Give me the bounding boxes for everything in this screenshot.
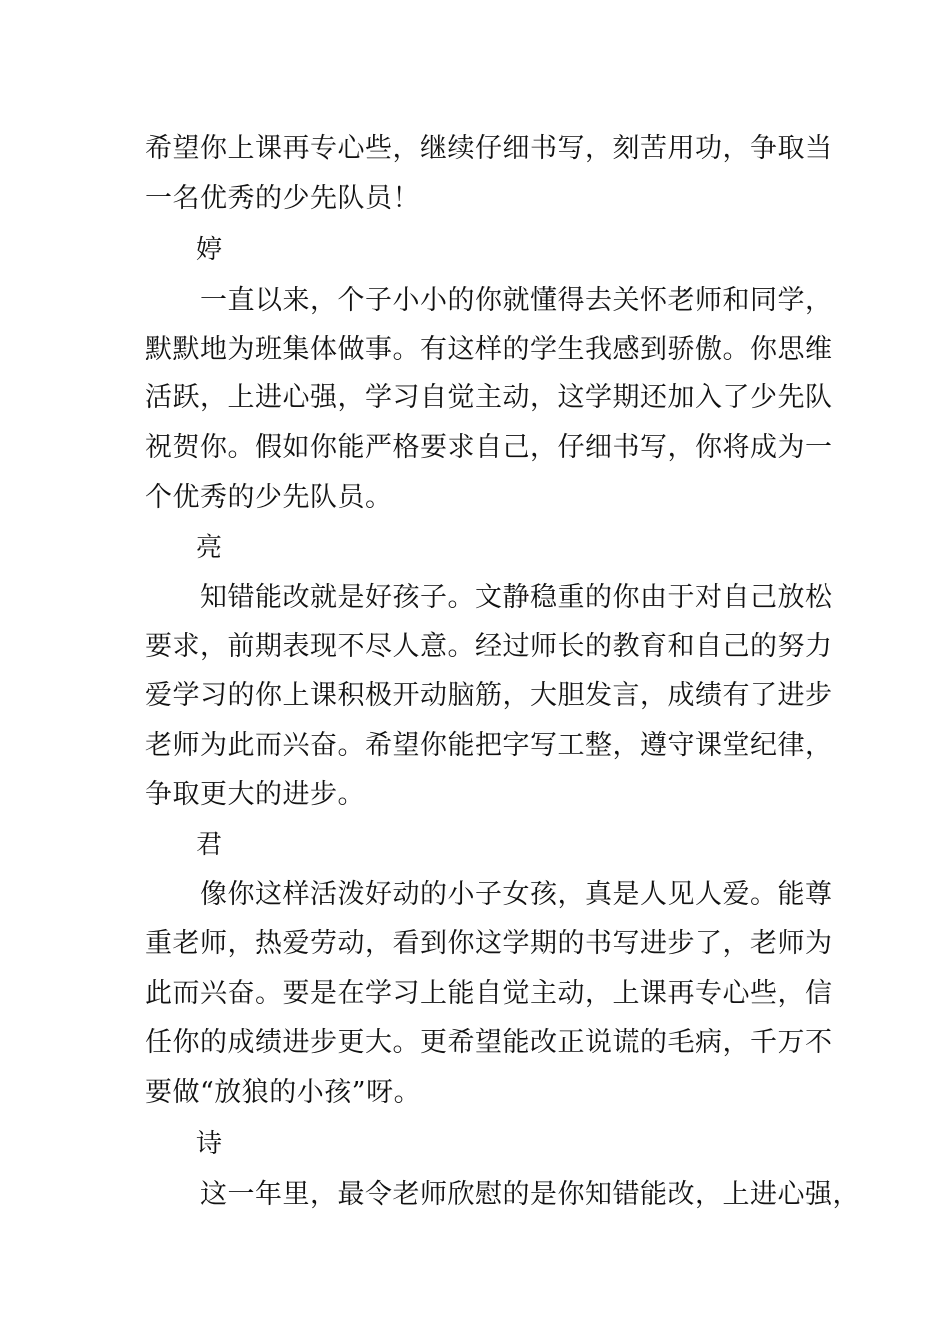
- student-name: 婷: [196, 235, 223, 265]
- paragraph-line: 个优秀的少先队员。: [145, 482, 393, 513]
- paragraph-line: 老师为此而兴奋。希望你能把字写工整，遵守课堂纪律，: [145, 730, 833, 761]
- paragraph-line: 爱学习的你上课积极开动脑筋，大胆发言，成绩有了进步: [145, 680, 833, 711]
- paragraph-line: 祝贺你。假如你能严格要求自己，仔细书写，你将成为一: [145, 432, 833, 463]
- paragraph-line: 希望你上课再专心些，继续仔细书写，刻苦用功，争取当: [145, 133, 833, 164]
- student-name: 诗: [196, 1129, 223, 1159]
- paragraph-line: 一名优秀的少先队员！: [145, 183, 420, 214]
- paragraph-line: 此而兴奋。要是在学习上能自觉主动，上课再专心些，信: [145, 978, 833, 1009]
- paragraph-line: 重老师，热爱劳动，看到你这学期的书写进步了，老师为: [145, 928, 833, 959]
- paragraph-line: 知错能改就是好孩子。文静稳重的你由于对自己放松: [200, 582, 833, 613]
- paragraph-line: 要做“放狼的小孩”呀。: [145, 1077, 422, 1108]
- paragraph-line: 像你这样活泼好动的小子女孩，真是人见人爱。能尊: [200, 879, 833, 910]
- paragraph-line: 活跃，上进心强，学习自觉主动，这学期还加入了少先队: [145, 382, 833, 413]
- paragraph-line: 争取更大的进步。: [145, 779, 365, 810]
- student-name: 亮: [196, 533, 223, 563]
- paragraph-line: 任你的成绩进步更大。更希望能改正说谎的毛病，千万不: [145, 1027, 833, 1058]
- paragraph-line: 一直以来，个子小小的你就懂得去关怀老师和同学，: [200, 285, 833, 316]
- paragraph-line: 默默地为班集体做事。有这样的学生我感到骄傲。你思维: [145, 334, 833, 365]
- student-name: 君: [196, 830, 223, 860]
- paragraph-line: 这一年里，最令老师欣慰的是你知错能改，上进心强，: [200, 1179, 860, 1210]
- paragraph-line: 要求，前期表现不尽人意。经过师长的教育和自己的努力: [145, 631, 833, 662]
